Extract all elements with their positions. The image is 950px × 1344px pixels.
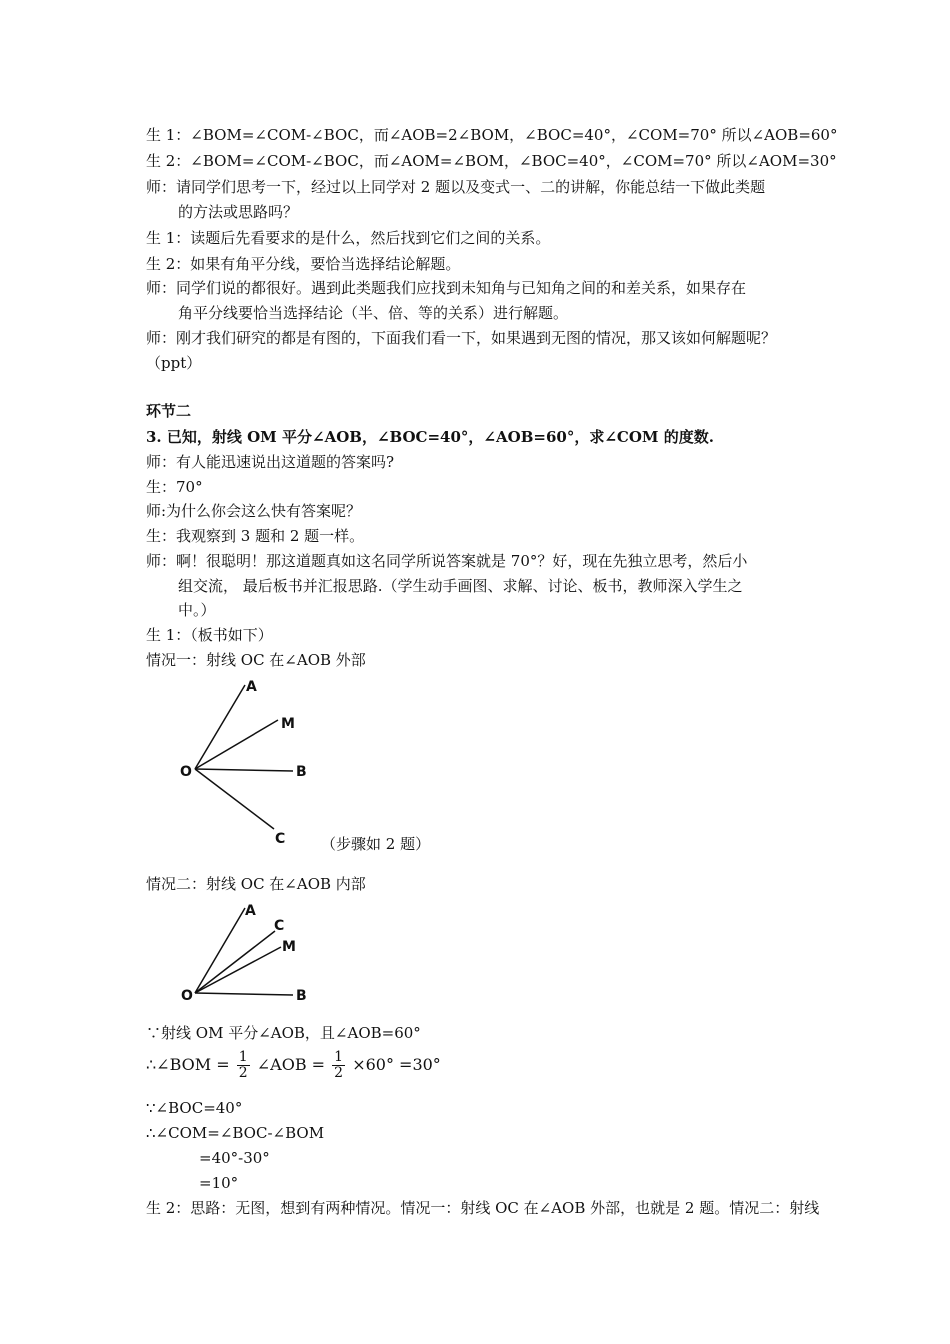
text-line: 生 1：（板书如下） — [146, 626, 273, 644]
text-line: 情况二：射线 OC 在∠AOB 内部 — [146, 875, 366, 893]
label-b: B — [296, 988, 307, 1004]
text-line: 角平分线要恰当选择结论（半、倍、等的关系）进行解题。 — [178, 304, 569, 322]
label-c: C — [275, 831, 286, 847]
text-line: 生：70° — [146, 478, 203, 496]
text-line: =10° — [199, 1174, 239, 1192]
label-m: M — [282, 939, 296, 955]
formula-lead: ∴∠BOM = — [146, 1055, 230, 1074]
text-line: 的方法或思路吗？ — [178, 203, 299, 221]
text-line: =40°-30° — [199, 1149, 270, 1167]
text-line: 生 2：∠BOM=∠COM-∠BOC，而∠AOM=∠BOM，∠BOC=40°，∠COM=70° 所以∠AOM=30° — [146, 152, 837, 170]
fraction-half: $\frac{1}{2}$ — [238, 1049, 248, 1081]
label-o: O — [180, 764, 192, 780]
text-line: 师:为什么你会这么快有答案呢？ — [146, 502, 362, 520]
formula-mid: ∠AOB = — [256, 1055, 326, 1074]
text-line: 生 1：读题后先看要求的是什么，然后找到它们之间的关系。 — [146, 229, 551, 247]
text-line: 师：刚才我们研究的都是有图的，下面我们看一下，如果遇到无图的情况，那又该如何解题呢？ — [146, 329, 777, 347]
text-line: 师：同学们说的都很好。遇到此类题我们应找到未知角与已知角之间的和差关系，如果存在 — [146, 279, 747, 297]
text-line: 组交流， 最后板书并汇报思路.（学生动手画图、求解、讨论、板书，教师深入学生之 — [178, 577, 743, 595]
section-heading: 环节二 — [146, 402, 192, 420]
label-c: C — [274, 918, 285, 934]
text-line: （ppt） — [146, 354, 202, 372]
text-line: 中。） — [178, 601, 216, 619]
text-line: 师：有人能迅速说出这道题的答案吗? — [146, 453, 395, 471]
fraction-half: $\frac{1}{2}$ — [334, 1049, 344, 1081]
label-a: A — [245, 903, 256, 919]
angle-diagram-interior — [175, 897, 335, 1007]
text-line: 师：啊！很聪明！那这道题真如这名同学所说答案就是 70°？好，现在先独立思考，然后小 — [146, 552, 748, 570]
formula-tail: ×60° =30° — [352, 1055, 441, 1074]
angle-diagram-exterior — [175, 675, 335, 850]
text-line: 情况一：射线 OC 在∠AOB 外部 — [146, 651, 366, 669]
text-line: ∴∠COM=∠BOC-∠BOM — [146, 1124, 325, 1142]
text-line: （步骤如 2 题） — [321, 835, 431, 853]
label-m: M — [281, 716, 295, 732]
text-line: ∵∠BOC=40° — [146, 1099, 243, 1117]
formula-line — [146, 1050, 441, 1081]
text-line: 师：请同学们思考一下，经过以上同学对 2 题以及变式一、二的讲解，你能总结一下做此类题 — [146, 178, 766, 196]
label-a: A — [246, 679, 257, 695]
problem-statement: 3. 已知，射线 OM 平分∠AOB，∠BOC=40°，∠AOB=60°，求∠COM 的度数. — [146, 428, 714, 446]
text-line: 生：我观察到 3 题和 2 题一样。 — [146, 527, 365, 545]
label-b: B — [296, 764, 307, 780]
text-line: ∵射线 OM 平分∠AOB，且∠AOB=60° — [146, 1024, 421, 1042]
text-line: 生 2：如果有角平分线，要恰当选择结论解题。 — [146, 255, 461, 273]
text-line: 生 2：思路：无图，想到有两种情况。情况一：射线 OC 在∠AOB 外部，也就是 2 题。情况二：射线 — [146, 1199, 820, 1217]
text-line: 生 1：∠BOM=∠COM-∠BOC，而∠AOB=2∠BOM，∠BOC=40°，∠COM=70° 所以∠AOB=60° — [146, 126, 838, 144]
label-o: O — [181, 988, 193, 1004]
